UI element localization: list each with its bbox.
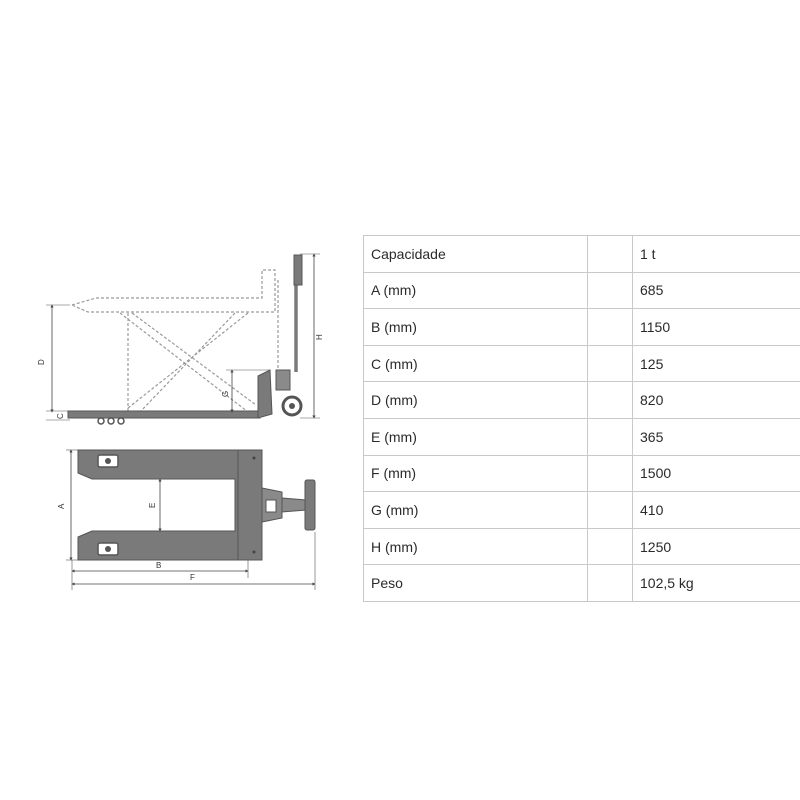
spec-value: 410 [633,492,800,529]
spec-spacer-cell [588,455,633,492]
dim-label-b: B [156,561,162,570]
dimension-e [148,480,160,530]
spec-row [364,345,800,382]
side-view [37,254,324,424]
spec-label: D (mm) [364,382,588,419]
specification-table-body [364,236,800,602]
spec-label: Capacidade [364,236,588,273]
spec-value: 685 [633,272,800,309]
spec-row [364,528,800,565]
dim-label-f: F [190,573,195,582]
spec-label: G (mm) [364,492,588,529]
raised-platform-outline [72,270,278,412]
spec-value: 1 t [633,236,800,273]
spec-row [364,309,800,346]
dim-label-e: E [148,502,157,508]
dimension-h [300,254,324,418]
dim-label-h: H [315,334,324,340]
spec-value: 365 [633,418,800,455]
spec-value: 1250 [633,528,800,565]
tiller-handle [294,255,302,372]
dimension-c [46,411,70,420]
spec-label: E (mm) [364,418,588,455]
spec-row [364,236,800,273]
tiller-top-view [262,480,315,530]
spec-row [364,492,800,529]
dim-label-d: D [37,359,46,365]
lowered-chassis [68,370,301,424]
spec-row [364,382,800,419]
spec-spacer-cell [588,492,633,529]
spec-value: 820 [633,382,800,419]
spec-spacer-cell [588,345,633,382]
dim-label-c: C [56,413,65,419]
spec-label: F (mm) [364,455,588,492]
spec-row [364,418,800,455]
dimension-b [72,560,248,578]
spec-spacer-cell [588,309,633,346]
spec-spacer-cell [588,418,633,455]
spec-value: 1150 [633,309,800,346]
spec-label: C (mm) [364,345,588,382]
spec-value: 125 [633,345,800,382]
spec-value: 1500 [633,455,800,492]
spec-label: H (mm) [364,528,588,565]
dim-label-a: A [57,503,66,509]
spec-spacer-cell [588,382,633,419]
specification-table [363,235,800,602]
spec-row [364,455,800,492]
top-view [57,450,315,590]
spec-spacer-cell [588,565,633,602]
spec-row [364,565,800,602]
spec-spacer-cell [588,528,633,565]
dim-label-g: G [221,390,230,397]
dimension-d [37,305,70,411]
spec-value: 102,5 kg [633,565,800,602]
spec-row [364,272,800,309]
spec-label: A (mm) [364,272,588,309]
spec-spacer-cell [588,236,633,273]
spec-label: Peso [364,565,588,602]
spec-label: B (mm) [364,309,588,346]
pallet-truck-technical-drawing [0,0,360,800]
spec-spacer-cell [588,272,633,309]
